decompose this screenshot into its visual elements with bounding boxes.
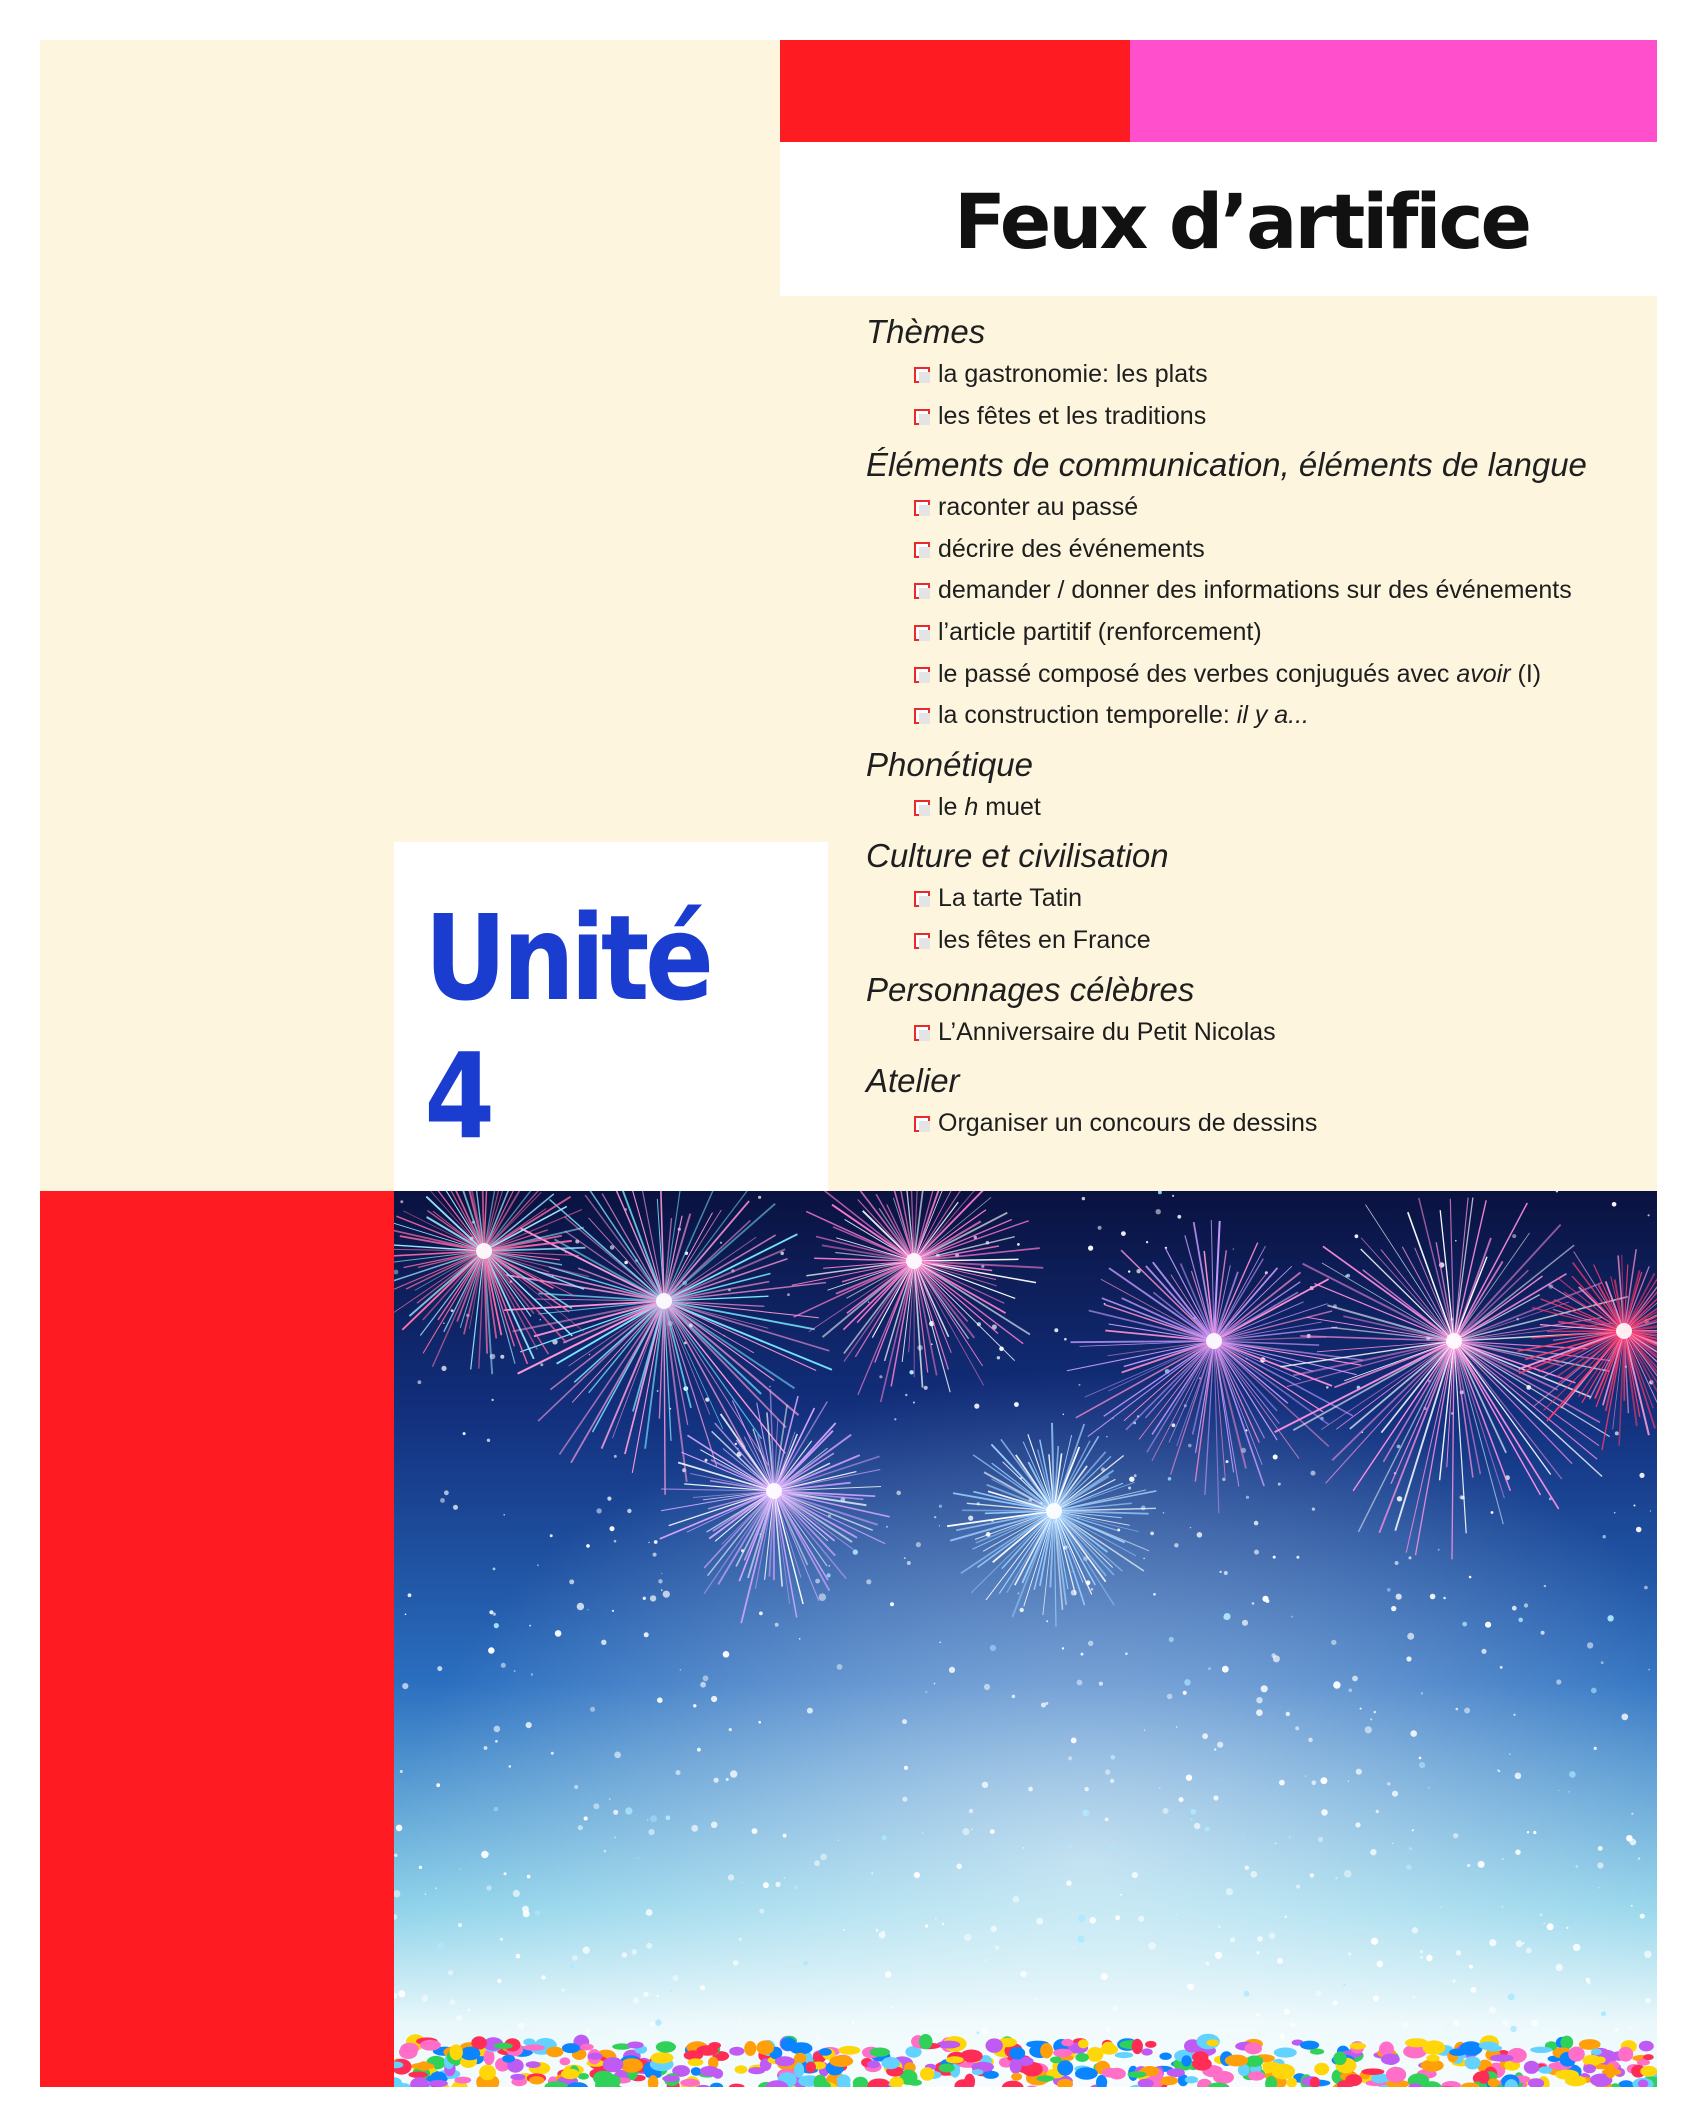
section [866, 745, 1656, 829]
section-list [866, 1012, 1656, 1054]
list-item-text [938, 1109, 1317, 1137]
list-item [866, 529, 1656, 571]
page-title: Feux d’artifice [953, 176, 1530, 266]
list-item-text [938, 701, 1309, 729]
list-item-text [938, 360, 1208, 388]
checkbox-bullet-icon [914, 708, 930, 724]
list-item-text [938, 576, 1572, 604]
text-run: le [938, 792, 965, 821]
red-side-block [40, 1191, 394, 2087]
list-item [866, 787, 1656, 829]
unit-contents [866, 312, 1656, 1153]
section [866, 1061, 1656, 1145]
list-item-text [938, 1018, 1276, 1046]
list-item-text [938, 618, 1262, 646]
text-run: le passé composé des verbes conjugués avec [938, 659, 1457, 688]
list-item [866, 487, 1656, 529]
text-run: les fêtes en France [938, 925, 1151, 954]
section-list [866, 1103, 1656, 1145]
checkbox-bullet-icon [914, 583, 930, 599]
section-list [866, 878, 1656, 961]
text-run: demander / donner des informations sur des événements [938, 576, 1572, 605]
red-header-bar [780, 40, 1130, 142]
fireworks-photo [394, 1191, 1657, 2087]
section-title: Culture et civilisation [866, 837, 1169, 875]
checkbox-bullet-icon [914, 625, 930, 641]
text-run: la construction temporelle: [938, 701, 1237, 730]
list-item [866, 920, 1656, 962]
list-item [866, 612, 1656, 654]
section-title: Atelier [866, 1062, 960, 1100]
text-run: les fêtes et les traditions [938, 401, 1207, 430]
text-run: décrire des événements [938, 534, 1205, 563]
list-item [866, 570, 1656, 612]
italic-text: h [964, 792, 979, 821]
checkbox-bullet-icon [914, 542, 930, 558]
text-run: (I) [1510, 659, 1542, 688]
list-item-text [938, 402, 1206, 430]
list-item-text [938, 535, 1205, 563]
list-item [866, 878, 1656, 920]
list-item [866, 1103, 1656, 1145]
checkbox-bullet-icon [914, 891, 930, 907]
list-item-text [938, 926, 1151, 954]
section-list [866, 487, 1656, 737]
section [866, 970, 1656, 1054]
checkbox-bullet-icon [914, 1116, 930, 1132]
checkbox-bullet-icon [914, 933, 930, 949]
list-item-text [938, 493, 1138, 521]
list-item-text [938, 793, 1041, 821]
list-item-text [938, 660, 1541, 688]
text-run: l’article partitif (renforcement) [938, 617, 1262, 646]
checkbox-bullet-icon [914, 667, 930, 683]
section-list [866, 787, 1656, 829]
text-run: L’Anniversaire du Petit Nicolas [938, 1017, 1276, 1046]
italic-text: il y a... [1236, 701, 1310, 730]
section [866, 836, 1656, 961]
text-run: la gastronomie: les plats [938, 360, 1208, 388]
pink-header-bar [1130, 40, 1657, 142]
text-run: Organiser un concours de dessins [938, 1109, 1318, 1138]
checkbox-bullet-icon [914, 500, 930, 516]
italic-text: avoir [1456, 659, 1511, 688]
list-item [866, 1012, 1656, 1054]
checkbox-bullet-icon [914, 409, 930, 425]
list-item [866, 695, 1656, 737]
list-item [866, 654, 1656, 696]
section-list [866, 354, 1656, 437]
section-title: Phonétique [866, 745, 1033, 783]
list-item [866, 396, 1656, 438]
section [866, 445, 1656, 737]
section [866, 312, 1656, 437]
list-item [866, 354, 1656, 396]
title-panel [780, 142, 1657, 296]
checkbox-bullet-icon [914, 367, 930, 383]
section-title: Thèmes [866, 313, 986, 350]
checkbox-bullet-icon [914, 1025, 930, 1041]
unit-label: Unité 4 [424, 888, 710, 1165]
section-title: Éléments de communication, éléments de langue [866, 446, 1587, 484]
text-run: muet [978, 792, 1041, 821]
text-run: La tarte Tatin [938, 884, 1083, 913]
unit-panel [394, 842, 828, 1191]
checkbox-bullet-icon [914, 800, 930, 816]
list-item-text [938, 884, 1082, 912]
text-run: raconter au passé [938, 493, 1139, 522]
section-title: Personnages célèbres [866, 970, 1195, 1008]
